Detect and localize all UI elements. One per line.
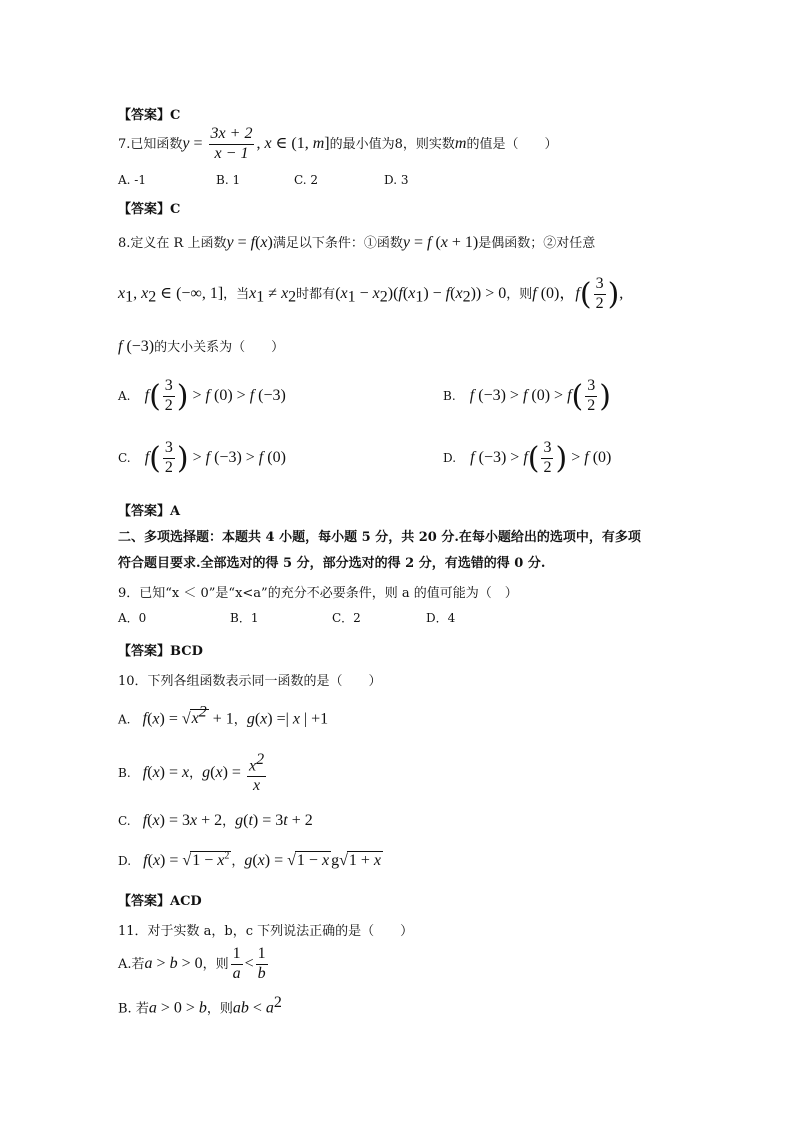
q10-option-c: C. f(x) = 3x + 2，g(t) = 3t + 2 (118, 812, 313, 829)
q11-option-a: A.若a > b > 0，则 $\frac{1}{a}$ < $\frac{1}{b}$ (118, 945, 266, 982)
q9-option-b: B．1 (230, 611, 259, 625)
q8-option-b: B. f (−3) > f (0) > f( $\frac{3}{2}$ ) (443, 377, 611, 414)
section-2-heading-line1: 二、多项选择题：本题共 4 小题，每小题 5 分，共 20 分.在每小题给出的选项中，有多项 (118, 530, 641, 545)
question-8-line3: f (−3)的大小关系为（ ） (118, 338, 285, 355)
q10-option-a: A. $f(x) = √x^2 + 1$，g(x) =| x | +1 (118, 704, 329, 728)
answer-6: 【答案】C (118, 108, 181, 123)
q9-option-d: D．4 (426, 611, 456, 625)
q8-line2-mid: ，当 (223, 286, 250, 302)
answer-7: 【答案】C (118, 202, 181, 217)
question-11: 11．对于实数 a，b，c 下列说法正确的是（ ） (118, 924, 414, 939)
q7-fraction: $\frac{3x + 2}{x - 1}$ (210, 125, 253, 162)
q7-option-d: D. 3 (384, 173, 409, 187)
answer-8: 【答案】A (118, 504, 181, 519)
q7-suffix: 的值是（ ） (466, 136, 558, 152)
q8-line2-suffix: ，则 (506, 286, 533, 302)
q7-option-b: B. 1 (216, 173, 241, 187)
question-10: 10．下列各组函数表示同一函数的是（ ） (118, 674, 382, 689)
q7-option-c: C. 2 (294, 173, 319, 187)
q10-option-b: B. f(x) = x，g(x) = $\frac{x^2}{x}$ (118, 751, 265, 795)
question-8-line2: $x_1$, $x_2$ ∈ (−∞, 1]，当$x_1 \ne x_2$时都有$(x_1 - x_2)(f(x_1) - f(x_2)) > 0$，则f (0)，f( $\frac{3}{2}$ ), (118, 275, 624, 312)
q9-option-c: C．2 (332, 611, 361, 625)
q8-line2-mid2: 时都有 (296, 286, 336, 302)
q7-mid: 的最小值为8，则实数 (329, 136, 455, 152)
q8-option-d: D. f (−3) > f( $\frac{3}{2}$ ) > f (0) (443, 439, 612, 476)
q8-line1-suffix: 是偶函数；②对任意 (478, 236, 596, 251)
q8-option-a: A. f( $\frac{3}{2}$ ) > f (0) > f (−3) (118, 377, 286, 414)
q8-line3-suffix: 的大小关系为（ ） (154, 340, 285, 355)
q8-line1-mid: 满足以下条件：①函数 (272, 236, 403, 251)
section-2-heading-line2: 符合题目要求.全部选对的得 5 分，部分选对的得 2 分，有选错的得 0 分. (118, 556, 546, 571)
question-8-line1: 8.定义在 R 上函数y = f(x)满足以下条件：①函数y = f (x + 1)是偶函数；②对任意 (118, 234, 596, 251)
q9-option-a: A．0 (118, 611, 147, 625)
answer-10: 【答案】ACD (118, 894, 202, 909)
q11-option-b: B. 若a > 0 > b，则ab < $a^2$ (118, 994, 282, 1017)
q7-option-a: A. -1 (118, 173, 146, 187)
q7-prefix: 7.已知函数 (118, 136, 183, 152)
q7-var: m (454, 134, 467, 152)
question-9: 9．已知“x ＜ 0”是“x<a”的充分不必要条件，则 a 的值可能为（ ） (118, 586, 518, 601)
q10-option-d: D. $f(x) = √1 - x^2$ ，g(x) = √1 − x g√1 + x (118, 850, 381, 869)
question-7: 7.已知函数y = $\frac{3x + 2}{x - 1}$ , x ∈ (1, m]的最小值为8，则实数m的值是（ ） (118, 125, 558, 162)
q8-line1-prefix: 8.定义在 R 上函数 (118, 236, 227, 251)
q8-option-c: C. f( $\frac{3}{2}$ ) > f (−3) > f (0) (118, 439, 286, 476)
answer-9: 【答案】BCD (118, 644, 203, 659)
